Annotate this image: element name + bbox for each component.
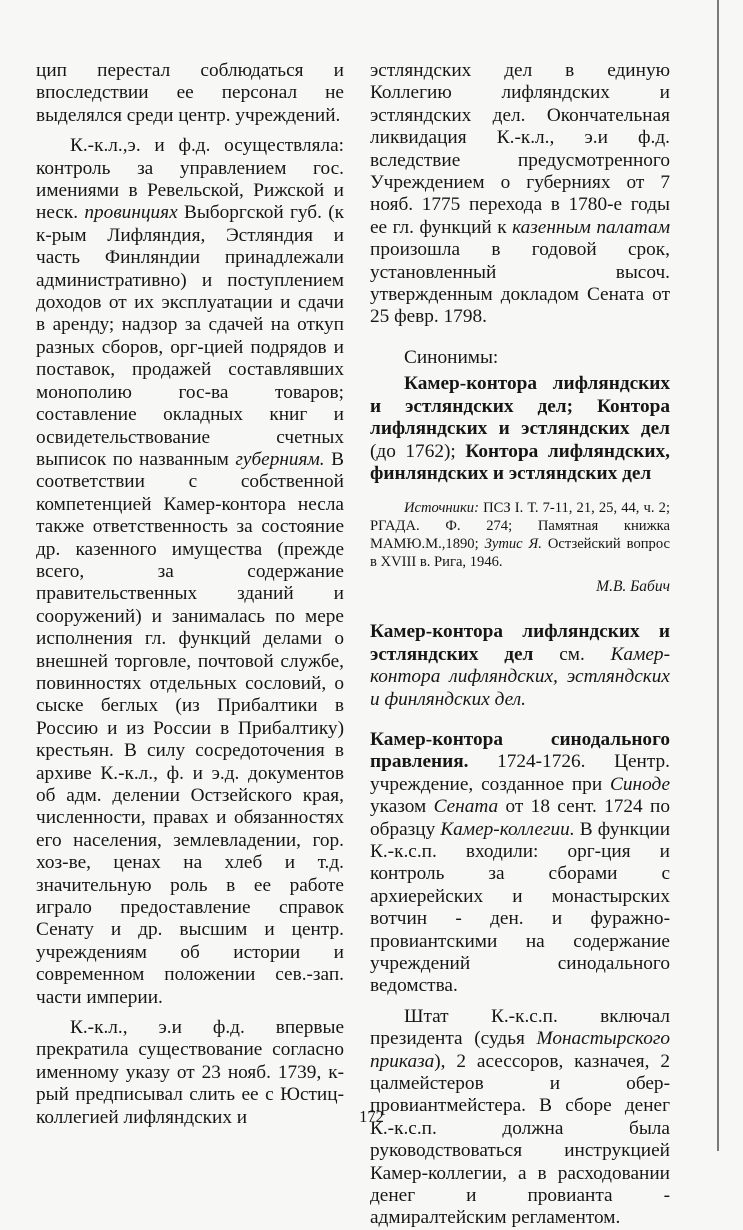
sources-list	[370, 499, 670, 571]
scan-edge-line	[717, 0, 719, 1151]
paragraph-text: цип перестал соблюдаться и впоследствии ее персонал не выделялся среди центр. учреждений.	[36, 60, 344, 126]
entry-cross-reference	[370, 621, 670, 711]
paragraph-text: К.-к.л., э.и ф.д. впервые прекратила существование согласно именному указу от 23 нояб. 1739, к-рый предписывал слить ее с Юстиц-коллегией лифляндских и	[36, 1017, 344, 1128]
synonym-2-note: (до 1762);	[370, 440, 456, 462]
entry-headword: Камер-контора синодального правления.	[370, 728, 670, 773]
right-column	[370, 60, 670, 1230]
paragraph-functions	[36, 135, 344, 1009]
text-run-italic: Синоде	[610, 773, 670, 795]
text-run-italic: губерниям.	[235, 448, 325, 470]
text-run: эстляндских дел в единую Коллегию лифляндских и эстляндских дел. Окончательная ликвидация К.-к.л., э.и ф.д. вследствие предусмотренного Учреждением о губерниях от 7 нояб. 1775 перехода в 1780-е годы ее гл. функций к	[370, 60, 670, 238]
paragraph-liquidation	[370, 60, 670, 329]
left-column	[36, 60, 344, 1129]
text-run: В функции К.-к.с.п. входили: орг-ция и контроль за сборами с архиерейских и монастырских вотчин - ден. и фуражно-провиантскими на содержание учреждений синодального ведомства.	[370, 818, 671, 997]
text-run: Штат К.-к.с.п. включал президента (судья	[370, 1005, 670, 1050]
text-run-italic: Зутис Я.	[484, 536, 542, 553]
text-run-italic: Камер-коллегии.	[440, 818, 575, 840]
text-run: ), 2 асессоров, казначея, 2 цалмейстеров и обер-провиантмейстера. В сборе денег К.-к.с.п. должна была руководствоваться инструкцией Камер-коллегии, а в расходовании денег и провианта - адмиралтейским регламентом.	[370, 1050, 670, 1229]
synonyms-label: Синонимы:	[404, 346, 499, 368]
entry-headword: Камер-контора лифляндских и эстляндских дел	[370, 621, 670, 665]
text-run-italic: казенным палатам	[512, 216, 671, 238]
synonym-1: Камер-контора лифляндских и эстляндских дел;	[370, 373, 670, 417]
cross-reference-link[interactable]: Камер-контора лифляндских, эстляндских и финляндских дел.	[370, 643, 670, 710]
synonym-3: Контора лифляндских, финляндских и эстляндских дел	[370, 440, 670, 484]
text-run: ПСЗ I. Т. 7-11, 21, 25, 44, ч. 2; РГАДА. Ф. 274; Памятная книжка МАМЮ.М.,1890;	[370, 500, 670, 553]
text-run: Выборгской губ. (к к-рым Лифляндия, Эстляндия и часть Финляндии принадлежали административно) и поступлением доходов от их эксплуатации и сдачи в аренду; надзор за сдачей на откуп разных сборов, орг-цией подрядов и поставок, продажей составлявших монополию гос-ва товаров; составление окладных книг и освидетельствование счетных выписок по названным	[36, 202, 344, 470]
text-run: В соответствии с собственной компетенцией Камер-контора несла также ответственность за состояние др. казенного имущества (прежде всего, за содержание правительственных зданий и сооружений) и занималась по мере исполнения гл. функций делами о внешней торговле, почтовой службе, повинностях отдельных сословий, о сыске беглых (из Прибалтики в Россию и из России в Прибалтику) крестьян. В силу сосредоточения в архиве К.-к.л., ф. и э.д. документов об адм. делении Остзейского края, численности, правах и обязанностях его населения, землевладении, гор. хоз-ве, ценах на хлеб и т.д. значительную роль в ее работе играло предоставление справок Сенату и др. высшим и центр. учреждениям об истории и современном положении сев.-зап. части империи.	[36, 448, 344, 1008]
sources-label: Источники:	[404, 500, 479, 517]
text-run: от 18 сент. 1724 по образцу	[370, 796, 670, 840]
text-run-italic: Монастырского приказа	[370, 1028, 670, 1072]
text-run: Остзейский вопрос в XVIII в. Рига, 1946.	[370, 536, 670, 571]
text-run-italic: провинциях	[84, 202, 178, 224]
text-run: см.	[533, 643, 611, 665]
text-run: 1724-1726. Центр. учреждение, созданное при	[370, 751, 670, 795]
text-run: произошла в годовой срок, установленный высоч. утвержденным докладом Сената от 25 февр. 1798.	[370, 239, 670, 328]
synonym-2: Контора лифляндских и эстляндских дел	[370, 395, 670, 440]
synonyms-list	[370, 373, 670, 485]
page-number: 172	[359, 1107, 384, 1126]
article-author: М.В. Бабич	[596, 578, 670, 596]
entry-synodal-camer-contora	[370, 729, 670, 998]
paragraph-continuation	[36, 60, 344, 127]
text-run-italic: Сената	[433, 796, 499, 818]
text-run: К.-к.л.,э. и ф.д. осуществляла: контроль за управлением гос. имениями в Ревельской, Рижской и неск.	[36, 135, 344, 224]
text-run: указом	[370, 796, 434, 818]
